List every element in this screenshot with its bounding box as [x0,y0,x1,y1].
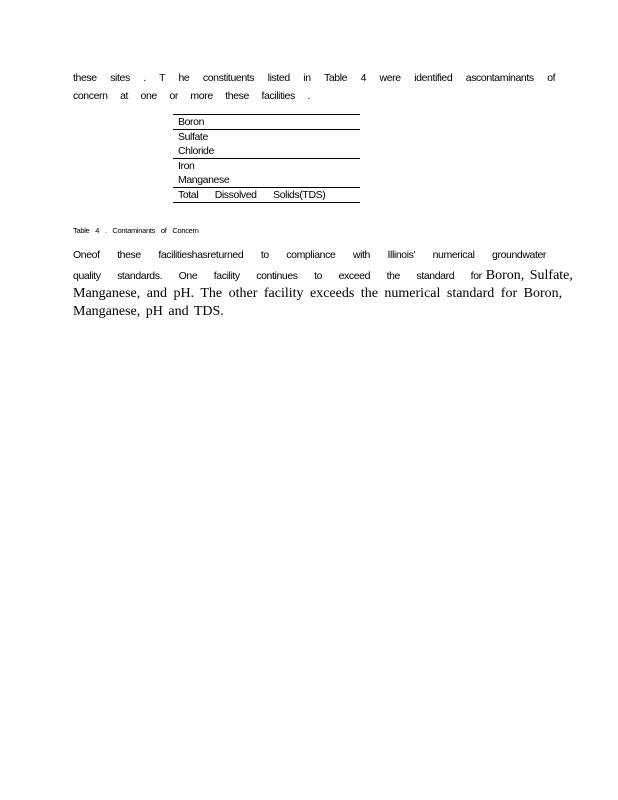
table-cell-sulfate: Sulfate [173,130,360,145]
paragraph-2-line-1: Oneof these facilitieshasreturned to compliance with Illinois' numerical groundwater [73,249,547,261]
paragraph-1-line-2: concern at one or more these facilities . [73,90,310,102]
table-caption: Table 4 . Contaminants of Concern [73,226,199,235]
table-cell-iron: Iron [173,159,360,174]
table-cell-boron: Boron [173,115,360,130]
paragraph-1-line-1: these sites . T he constituents listed in Table 4 were identified ascontaminants of [73,72,556,84]
table-cell-chloride: Chloride [178,145,214,157]
table-cell-manganese: Manganese [178,174,230,186]
paragraph-2-line-3: Manganese, and pH. The other facility exceeds the numerical standard for Boron, [73,286,563,301]
paragraph-2-line-2 [73,266,573,284]
contaminants-table [173,114,360,203]
table-cell-tds: Total Dissolved Solids(TDS) [173,188,360,203]
paragraph-2-line-2-serif-part: Boron, Sulfate, [485,268,573,283]
paragraph-2-line-4: Manganese, pH and TDS. [73,304,224,319]
paragraph-2-line-2-sans-part: quality standards. One facility continues to exceed the standard for [73,270,482,282]
